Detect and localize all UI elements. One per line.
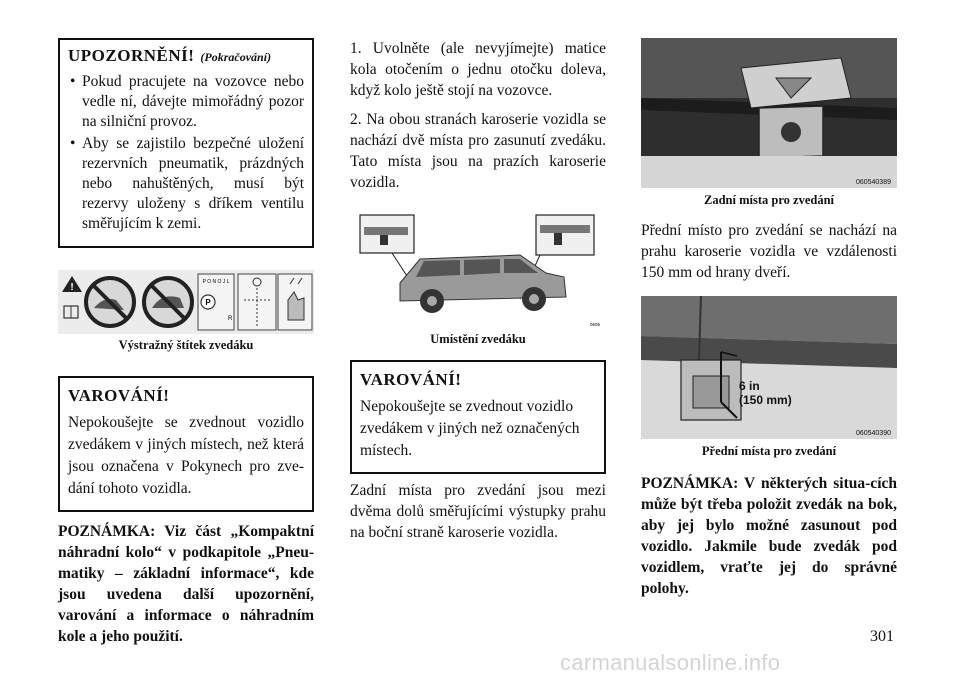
warning-bullet: • Aby se zajistilo bezpečné uložení rezervních pneumatik, prázdných nebo nahuštěných, musí být rezervy uloženy s dříkem ventilu směřujícím k zemi.: [68, 134, 304, 234]
front-figure-code: 060540390: [855, 430, 891, 437]
warning-title: UPOZORNĚNÍ! (Pokračování): [68, 46, 272, 65]
note-paragraph: POZNÁMKA: Viz část „Kompaktní náhradní kolo“ v podkapitole „Pneu-matiky – základní informace“, kde jsou uvedena další upozornění, varování a informace o náhradním kole a jeho použití.: [58, 523, 314, 645]
rear-jack-point-caption: Zadní místa pro zvedání: [704, 193, 834, 207]
rear-jack-point-photo: [641, 38, 897, 188]
caution-text-2: Nepokoušejte se zvednout vozidlo zvedákem v jiných než označených místech.: [360, 398, 580, 459]
svg-text:P: P: [205, 298, 211, 307]
warning-subtitle: (Pokračování): [200, 50, 272, 64]
svg-text:R: R: [228, 316, 233, 322]
warning-box: [58, 38, 314, 248]
column-3: [641, 38, 897, 599]
warning-bullets: [68, 72, 304, 234]
rear-jack-point-figure: [641, 38, 897, 188]
column-2: [350, 38, 606, 543]
svg-text:0605: 0605: [589, 322, 600, 327]
minivan-illustration: [350, 213, 606, 328]
warning-bullet: • Pokud pracujete na vozovce nebo vedle ní, dávejte mimořádný pozor na silniční provoz.: [68, 72, 304, 132]
rear-jack-points-text: Zadní místa pro zvedání jsou mezi dvěma dolů směřujícími výstupky prahu na boční straně karoserie vozidla.: [350, 482, 606, 541]
front-jack-point-figure: [641, 296, 897, 439]
front-jack-point-caption: Přední místa pro zvedání: [701, 444, 837, 458]
jack-warning-label-figure: [58, 270, 314, 334]
jack-label-caption: Výstražný štítek zvedáku: [118, 338, 254, 352]
jack-location-caption: Umístění zvedáku: [430, 332, 526, 346]
front-figure-label-mm: (150 mm): [739, 393, 792, 407]
front-jack-point-photo: [641, 296, 897, 439]
svg-text:!: !: [70, 282, 74, 293]
caution-title-2: VAROVÁNÍ!: [360, 370, 462, 389]
caution-box-2: [350, 360, 606, 474]
inset-front-jack-point: [536, 215, 594, 255]
jack-location-figure: [350, 213, 606, 328]
note-paragraph-2: POZNÁMKA: V některých situa-cích může být třeba položit zvedák na bok, aby jej bylo možné zasunout pod vozidlo. Jakmile bude zvedák pod vozidlem, vraťte jej do správné polohy.: [641, 475, 897, 597]
column-1: [58, 38, 314, 647]
rear-figure-code: 060540389: [855, 179, 891, 186]
caution-title: VAROVÁNÍ!: [68, 386, 170, 405]
step-1-text: 1. Uvolněte (ale nevyjímejte) matice kola otočením o jednu otočku doleva, když kolo ještě stojí na vozovce.: [350, 40, 606, 99]
jack-label-illustration: [58, 270, 314, 334]
front-figure-label-in: 6 in: [739, 379, 760, 393]
label-image-text: P O N O J L: [202, 279, 230, 285]
page-number: 301: [870, 628, 894, 645]
step-2-text: 2. Na obou stranách karoserie vozidla se nachází dvě místa pro zasunutí zvedáku. Tato místa jsou na prazích karoserie vozidla.: [350, 111, 606, 191]
caution-box: [58, 376, 314, 512]
caution-text: Nepokoušejte se zvednout vozidlo zvedákem v jiných místech, než která jsou označena v Pokynech pro zve-dání tohoto vozidla.: [68, 414, 304, 497]
watermark: carmanualsonline.info: [560, 650, 781, 675]
front-jack-point-text: Přední místo pro zvedání se nachází na prahu karoserie vozidla ve vzdálenosti 150 mm od hrany dveří.: [641, 222, 897, 281]
